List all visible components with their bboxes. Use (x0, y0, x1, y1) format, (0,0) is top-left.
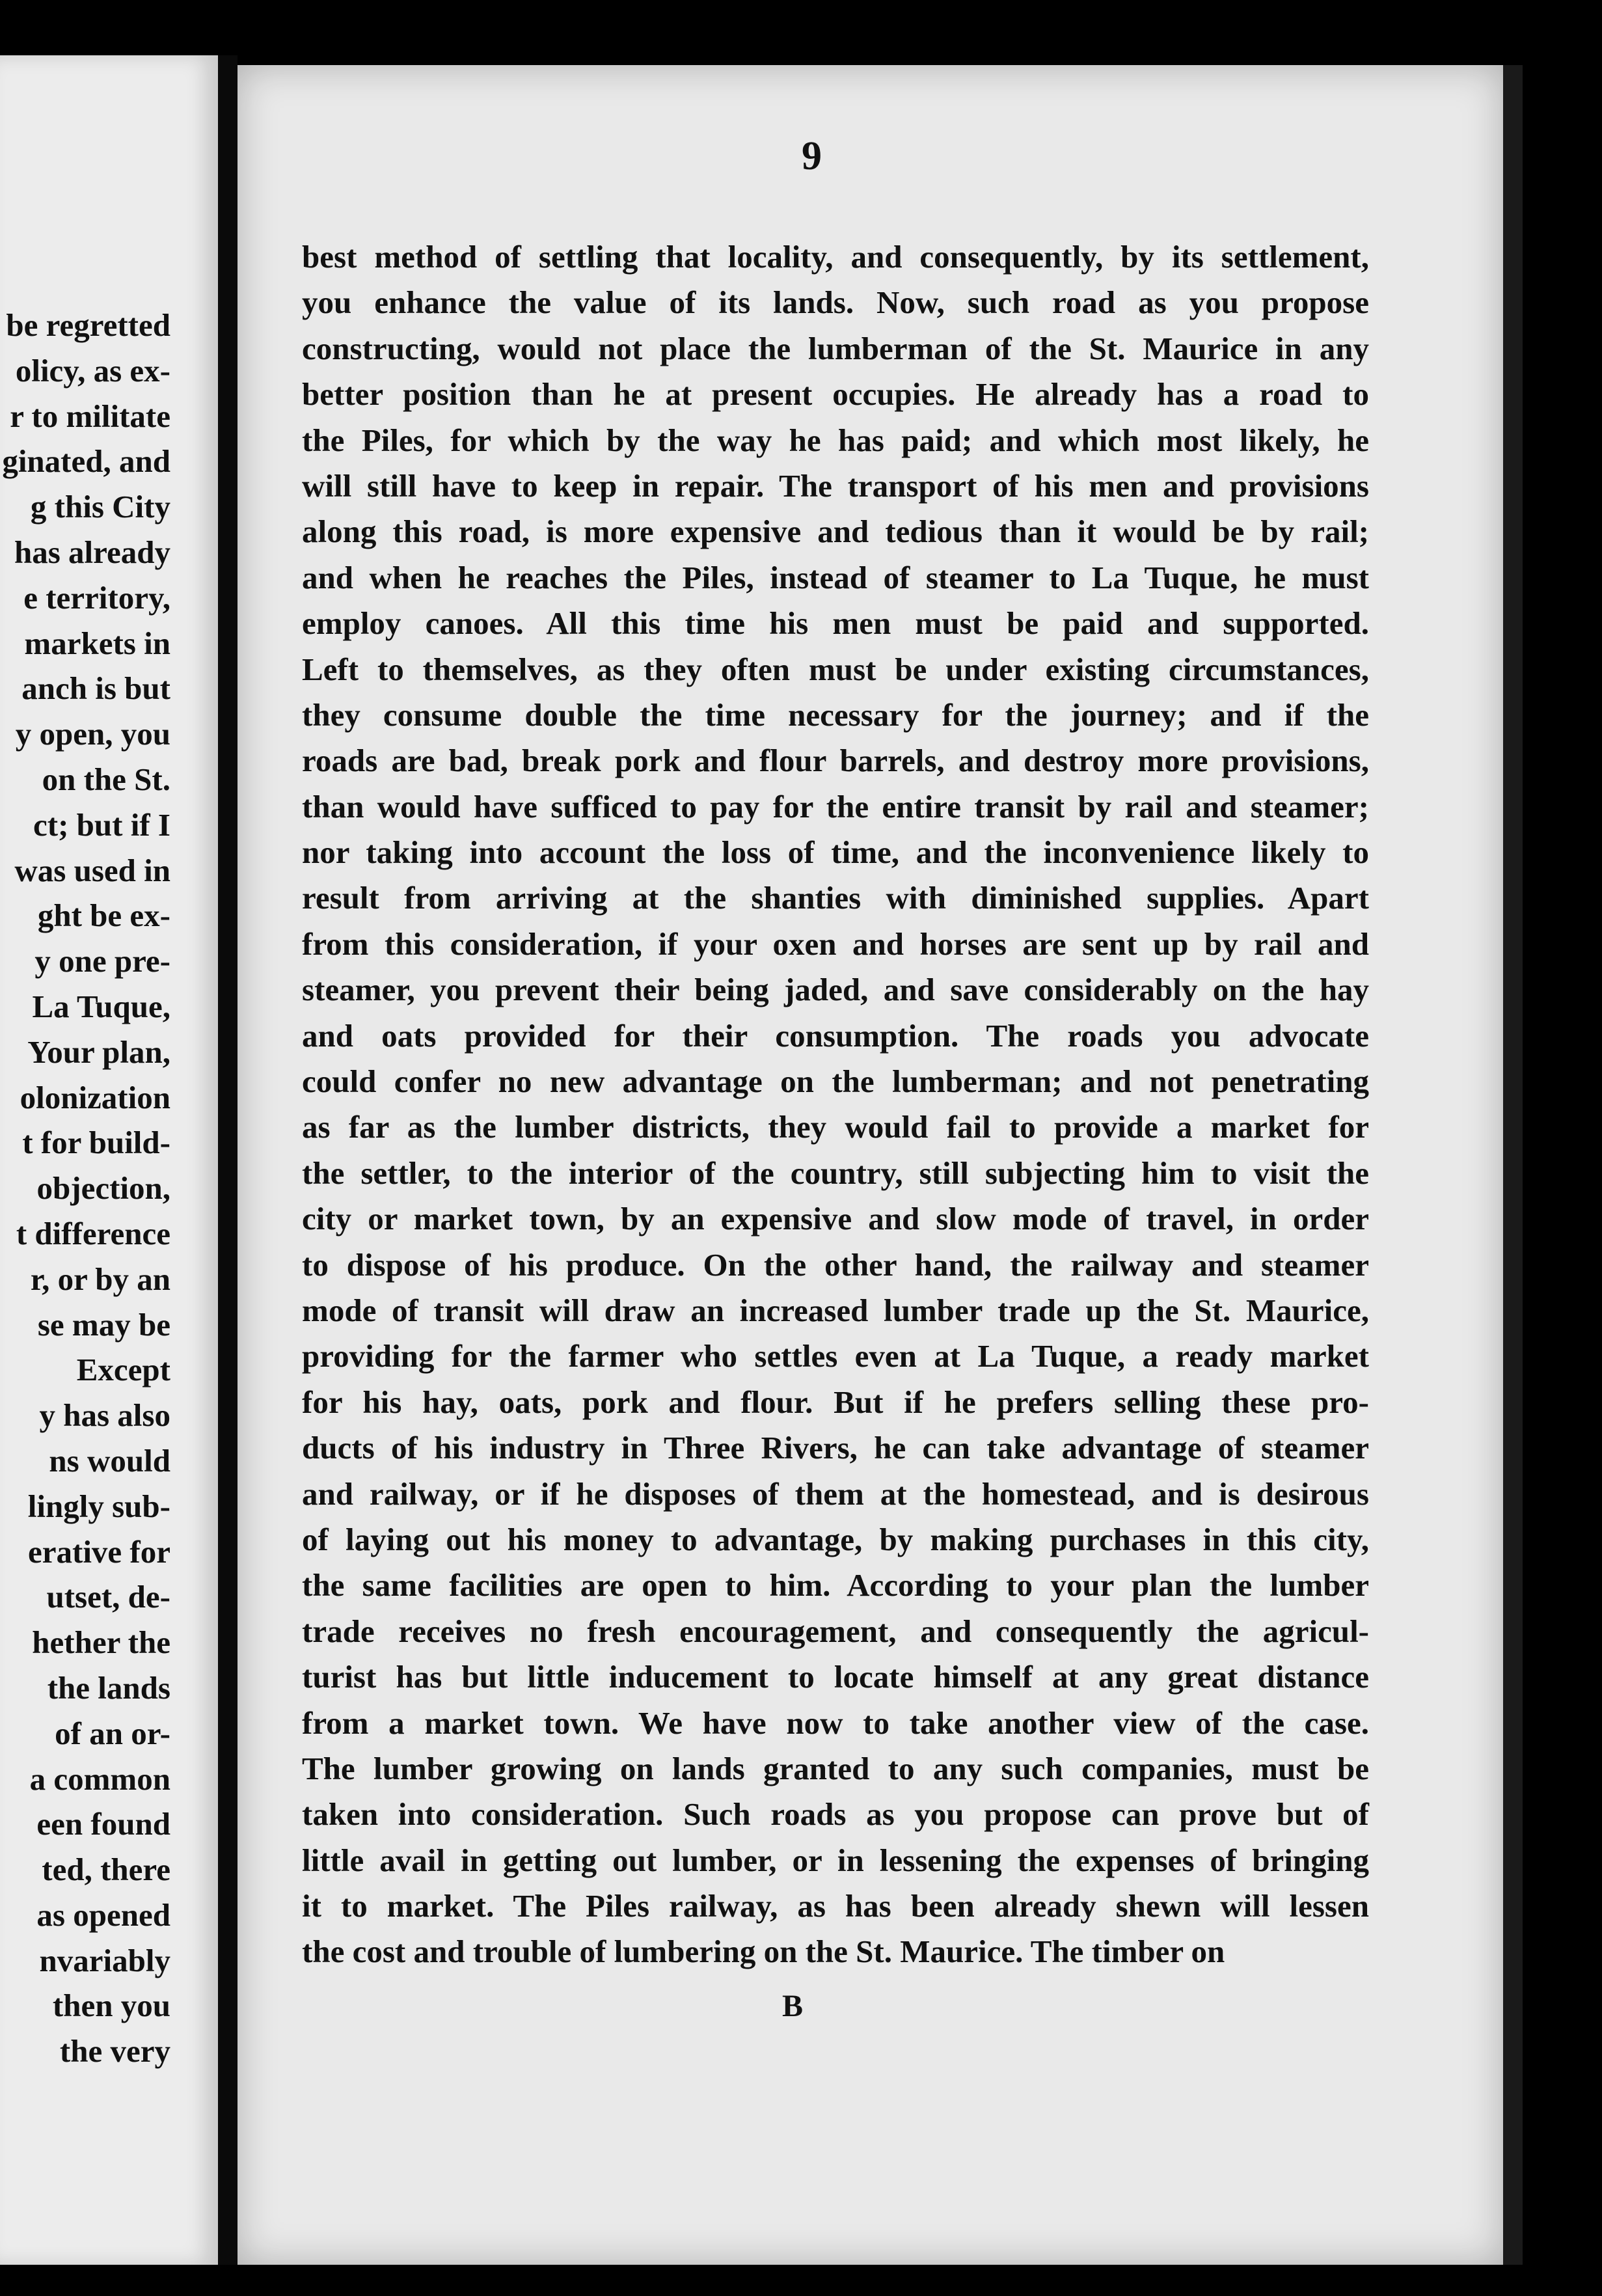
text-line: best method of settling that locality, and consequently, by its settlement, (302, 239, 1369, 275)
facing-text-line: objection, (36, 1170, 170, 1207)
text-line: for his hay, oats, pork and flour. But if he prefers selling these pro- (302, 1384, 1369, 1420)
book-gutter (218, 55, 238, 2265)
facing-text-line: lingly sub- (27, 1488, 170, 1524)
scan-bottom-border (0, 2265, 1602, 2296)
text-line: mode of transit will draw an increased lumber trade up the St. Maurice, (302, 1292, 1369, 1328)
text-line: than would have sufficed to pay for the entire transit by rail and steamer; (302, 788, 1369, 825)
facing-text-line: Your plan, (27, 1033, 170, 1070)
text-line: turist has but little inducement to locate himself at any great distance (302, 1659, 1369, 1695)
text-line: the Piles, for which by the way he has paid; and which most likely, he (302, 422, 1369, 458)
facing-text-line: the lands (47, 1669, 170, 1706)
text-line: to dispose of his produce. On the other hand, the railway and steamer (302, 1246, 1369, 1283)
facing-text-line: of an or- (55, 1715, 170, 1751)
text-line: as far as the lumber districts, they would fail to provide a market for (302, 1109, 1369, 1145)
text-line: roads are bad, break pork and flour barrels, and destroy more provisions, (302, 743, 1369, 779)
text-line: the settler, to the interior of the country, still subjecting him to visit the (302, 1155, 1369, 1191)
text-line: city or market town, by an expensive and slow mode of travel, in order (302, 1201, 1369, 1237)
facing-text-line: nvariably (39, 1942, 170, 1978)
text-line: employ canoes. All this time his men must be paid and supported. (302, 605, 1369, 642)
facing-text-line: y has also (39, 1397, 170, 1434)
signature-mark: B (782, 1989, 804, 2023)
facing-text-line: as opened (36, 1896, 170, 1933)
text-line: and railway, or if he disposes of them at the homestead, and is desirous (302, 1475, 1369, 1512)
facing-text-line: be regretted (6, 307, 170, 343)
facing-text-line: hether the (32, 1624, 170, 1661)
facing-text-line: the very (59, 2033, 170, 2070)
page-number: 9 (802, 134, 822, 178)
text-line: ducts of his industry in Three Rivers, he can take advantage of steamer (302, 1430, 1369, 1466)
text-line: they consume double the time necessary for the journey; and if the (302, 696, 1369, 733)
facing-text-line: Except (76, 1352, 170, 1388)
text-line: from a market town. We have now to take another view of the case. (302, 1704, 1369, 1741)
facing-text-line: e territory, (23, 579, 170, 616)
facing-text-line: g this City (30, 489, 170, 525)
facing-text-line: een found (36, 1806, 170, 1842)
facing-text-line: r, or by an (30, 1261, 170, 1297)
text-line: and when he reaches the Piles, instead of steamer to La Tuque, he must (302, 559, 1369, 595)
text-line: Left to themselves, as they often must be under existing circumstances, (302, 651, 1369, 687)
text-line: of laying out his money to advantage, by making purchases in this city, (302, 1521, 1369, 1557)
facing-text-line: se may be (37, 1306, 170, 1343)
facing-text-line: olicy, as ex- (15, 352, 170, 389)
text-line: better position than he at present occupies. He already has a road to (302, 376, 1369, 413)
text-line: the cost and trouble of lumbering on the St. Maurice. The timber on (302, 1934, 1225, 1970)
facing-text-line: ct; but if I (33, 806, 170, 843)
text-line: taken into consideration. Such roads as you propose can prove but of (302, 1796, 1369, 1833)
text-line: trade receives no fresh encouragement, and consequently the agricul- (302, 1613, 1369, 1649)
facing-text-line: y open, you (15, 716, 170, 752)
facing-text-line: ght be ex- (37, 897, 170, 934)
facing-page-left (0, 55, 218, 2265)
facing-text-line: utset, de- (46, 1579, 170, 1615)
facing-text-line: markets in (24, 625, 170, 661)
facing-page-text (0, 303, 170, 2074)
page-edge-shadow (1503, 65, 1523, 2265)
facing-text-line: La Tuque, (32, 988, 170, 1024)
facing-text-line: ginated, and (2, 443, 170, 480)
text-line: The lumber growing on lands granted to any such companies, must be (302, 1750, 1369, 1786)
facing-text-line: a common (29, 1760, 170, 1797)
body-text (302, 234, 1369, 1975)
facing-text-line: was used in (14, 852, 170, 888)
facing-text-line: t difference (16, 1215, 170, 1251)
text-line: little avail in getting out lumber, or in lessening the expenses of bringing (302, 1842, 1369, 1878)
scan-top-border (0, 0, 1602, 65)
text-line: and oats provided for their consumption. The roads you advocate (302, 1017, 1369, 1054)
facing-text-line: anch is but (21, 670, 170, 707)
text-line: could confer no new advantage on the lumberman; and not penetrating (302, 1063, 1369, 1100)
facing-text-line: olonization (20, 1079, 170, 1115)
facing-text-line: r to militate (10, 398, 170, 434)
text-line: steamer, you prevent their being jaded, and save considerably on the hay (302, 972, 1369, 1008)
text-line: providing for the farmer who settles even at La Tuque, a ready market (302, 1338, 1369, 1374)
facing-text-line: has already (14, 534, 170, 570)
text-line: it to market. The Piles railway, as has been already shewn will lessen (302, 1888, 1369, 1924)
facing-text-line: then you (52, 1988, 170, 2024)
text-line: from this consideration, if your oxen and horses are sent up by rail and (302, 925, 1369, 962)
facing-text-line: y one pre- (34, 943, 170, 979)
scan-right-border (1523, 0, 1602, 2296)
facing-text-line: ted, there (42, 1852, 170, 1888)
facing-text-line: ns would (49, 1442, 170, 1479)
text-line: constructing, would not place the lumberman of the St. Maurice in any (302, 330, 1369, 366)
facing-text-line: t for build- (22, 1125, 170, 1161)
text-line: will still have to keep in repair. The transport of his men and provisions (302, 467, 1369, 504)
text-line: result from arriving at the shanties with diminished supplies. Apart (302, 880, 1369, 916)
text-line: along this road, is more expensive and tedious than it would be by rail; (302, 513, 1369, 550)
facing-text-line: erative for (28, 1533, 170, 1570)
facing-text-line: on the St. (42, 761, 170, 797)
text-line: the same facilities are open to him. According to your plan the lumber (302, 1567, 1369, 1604)
text-line: nor taking into account the loss of time, and the inconvenience likely to (302, 834, 1369, 871)
text-line: you enhance the value of its lands. Now, such road as you propose (302, 284, 1369, 321)
